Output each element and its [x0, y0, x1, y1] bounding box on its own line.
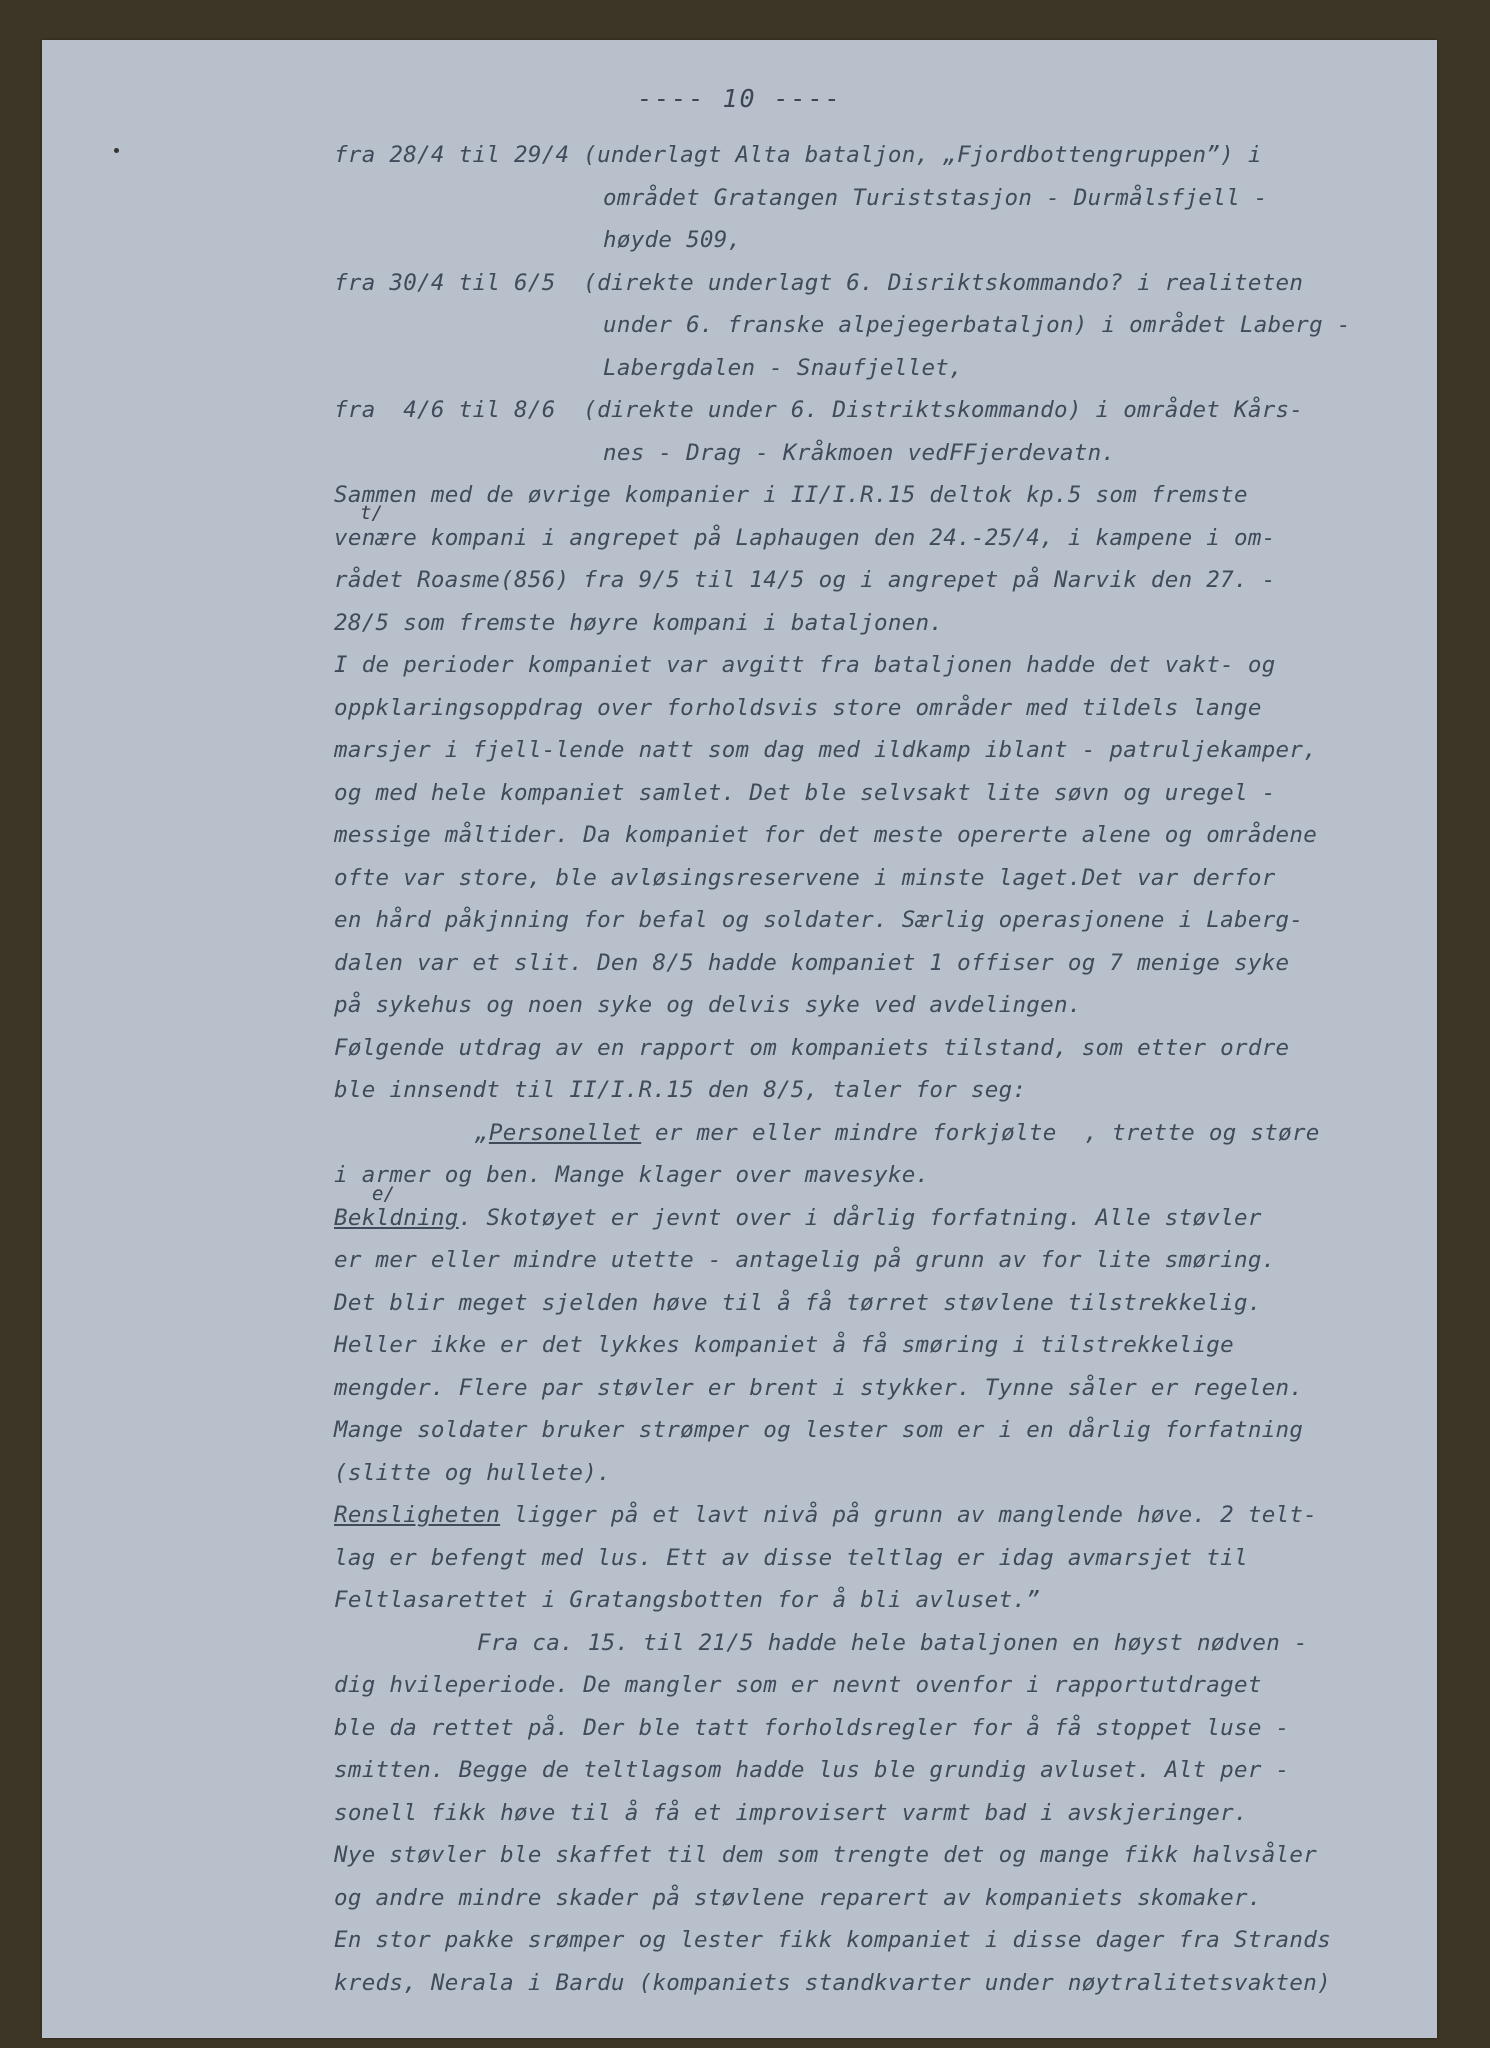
handwritten-note: t/ [360, 502, 383, 524]
text-line: Heller ikke er det lykkes kompaniet å få smøring i tilstrekkelige [334, 1332, 1234, 1358]
text-line: marsjer i fjell-lende natt som dag med ildkamp iblant - patruljekamper, [334, 737, 1318, 763]
text-line: smitten. Begge de teltlagsom hadde lus ble grundig avluset. Alt per - [334, 1757, 1290, 1783]
text-line: Labergdalen - Snaufjellet, [603, 355, 963, 381]
text-line [475, 1122, 1320, 1145]
quote-mark: „ [475, 1120, 489, 1146]
margin-mark [114, 148, 119, 153]
text-line: og andre mindre skader på støvlene reparert av kompaniets skomaker. [334, 1885, 1262, 1911]
section-heading: Bekldning [334, 1205, 459, 1231]
text-line-rest: . Skotøyet er jevnt over i dårlig forfatning. Alle støvler [458, 1205, 1262, 1231]
text-line: fra 28/4 til 29/4 (underlagt Alta bataljon, „Fjordbottengruppen”) i [334, 142, 1262, 168]
text-line [334, 1207, 1262, 1230]
text-line: kreds, Nerala i Bardu (kompaniets standkvarter under nøytralitetsvakten) [334, 1970, 1331, 1996]
text-line: messige måltider. Da kompaniet for det meste opererte alene og områdene [334, 822, 1318, 848]
text-line: Følgende utdrag av en rapport om kompaniets tilstand, som etter ordre [334, 1035, 1290, 1061]
text-line: ble innsendt til II/I.R.15 den 8/5, taler for seg: [334, 1077, 1027, 1103]
text-line: 28/5 som fremste høyre kompani i bataljonen. [334, 610, 944, 636]
text-line: I de perioder kompaniet var avgitt fra bataljonen hadde det vakt- og [334, 652, 1276, 678]
text-line: lag er befengt med lus. Ett av disse teltlag er idag avmarsjet til [334, 1545, 1248, 1571]
text-line: rådet Roasme(856) fra 9/5 til 14/5 og i angrepet på Narvik den 27. - [334, 567, 1276, 593]
text-line-rest: ligger på et lavt nivå på grunn av manglende høve. 2 telt- [500, 1502, 1318, 1528]
text-line-rest: er mer eller mindre forkjølte , trette og støre [641, 1120, 1320, 1146]
text-line: i armer og ben. Mange klager over mavesyke. [334, 1162, 930, 1188]
text-line: Sammen med de øvrige kompanier i II/I.R.15 deltok kp.5 som fremste [334, 482, 1248, 508]
text-line: Det blir meget sjelden høve til å få tørret støvlene tilstrekkelig. [334, 1290, 1262, 1316]
page-number: ---- 10 ---- [637, 84, 842, 113]
text-line: ofte var store, ble avløsingsreservene i minste laget.Det var derfor [334, 865, 1276, 891]
text-line: under 6. franske alpejegerbataljon) i området Laberg - [603, 312, 1351, 338]
text-line: venære kompani i angrepet på Laphaugen den 24.-25/4, i kampene i om- [334, 525, 1276, 551]
text-line: dig hvileperiode. De mangler som er nevnt ovenfor i rapportutdraget [334, 1672, 1262, 1698]
text-line: ble da rettet på. Der ble tatt forholdsregler for å få stoppet luse - [334, 1715, 1290, 1741]
text-line: fra 4/6 til 8/6 (direkte under 6. Distriktskommando) i området Kårs- [334, 397, 1304, 423]
text-line: Fra ca. 15. til 21/5 hadde hele bataljonen en høyst nødven - [477, 1630, 1308, 1656]
text-line: Nye støvler ble skaffet til dem som trengte det og mange fikk halvsåler [334, 1842, 1318, 1868]
text-line: en hård påkjnning for befal og soldater. Særlig operasjonene i Laberg- [334, 907, 1304, 933]
text-line [334, 1504, 1317, 1527]
text-line: dalen var et slit. Den 8/5 hadde kompaniet 1 offiser og 7 menige syke [334, 950, 1290, 976]
text-line: området Gratangen Turiststasjon - Durmålsfjell - [603, 185, 1268, 211]
text-line: høyde 509, [603, 227, 742, 253]
section-heading: Rensligheten [334, 1502, 501, 1528]
text-line: Mange soldater bruker strømper og lester som er i en dårlig forfatning [334, 1417, 1304, 1443]
section-heading: Personellet [488, 1120, 642, 1146]
text-line: og med hele kompaniet samlet. Det ble selvsakt lite søvn og uregel - [334, 780, 1276, 806]
document-page [42, 40, 1437, 2038]
text-line: nes - Drag - Kråkmoen vedFFjerdevatn. [603, 440, 1116, 466]
text-line: oppklaringsoppdrag over forholdsvis store områder med tildels lange [334, 695, 1262, 721]
text-line: sonell fikk høve til å få et improvisert varmt bad i avskjeringer. [334, 1800, 1248, 1826]
text-line: er mer eller mindre utette - antagelig på grunn av for lite smøring. [334, 1247, 1276, 1273]
text-line: (slitte og hullete). [334, 1460, 611, 1486]
text-line: på sykehus og noen syke og delvis syke ved avdelingen. [334, 992, 1082, 1018]
text-line: fra 30/4 til 6/5 (direkte underlagt 6. Disriktskommando? i realiteten [334, 270, 1304, 296]
text-line: Feltlasarettet i Gratangsbotten for å bli avluset.” [334, 1587, 1041, 1613]
text-line: En stor pakke srømper og lester fikk kompaniet i disse dager fra Strands [334, 1927, 1331, 1953]
text-line: mengder. Flere par støvler er brent i stykker. Tynne såler er regelen. [334, 1375, 1304, 1401]
handwritten-note: e/ [372, 1183, 395, 1205]
